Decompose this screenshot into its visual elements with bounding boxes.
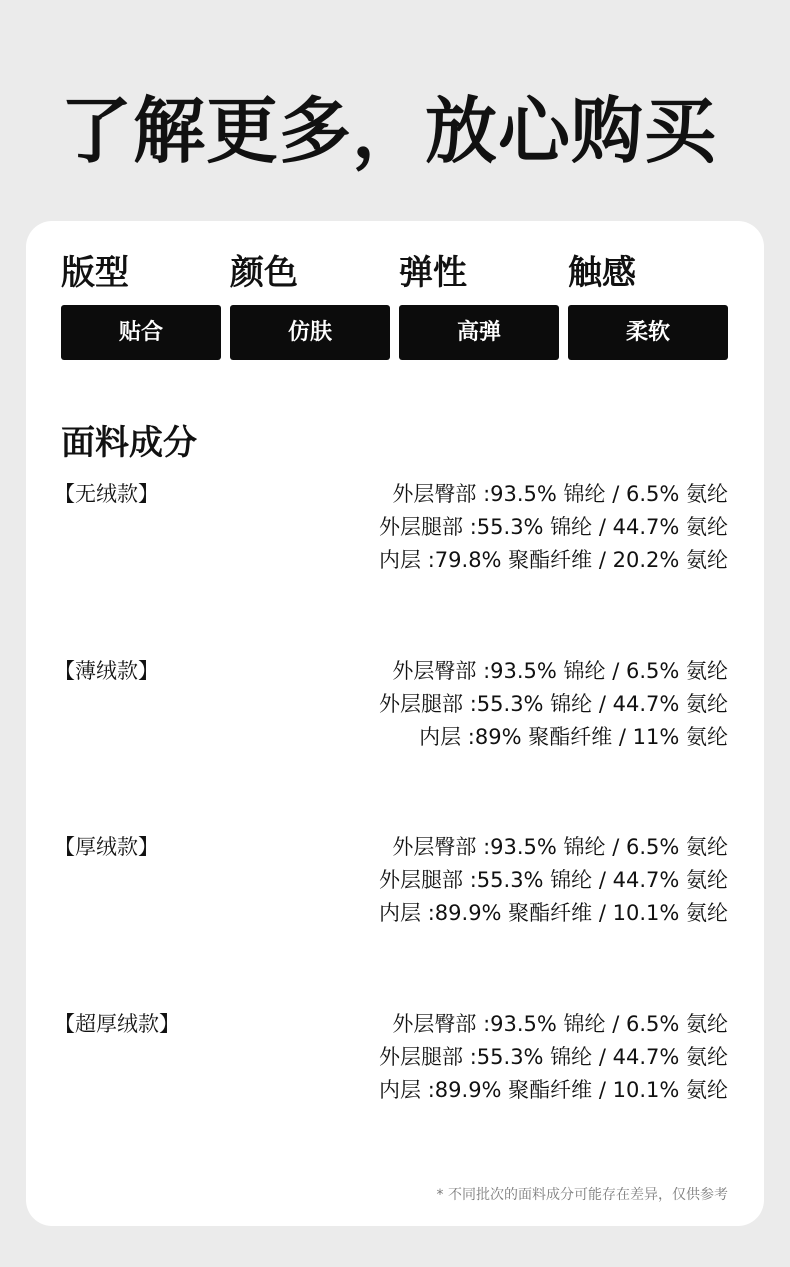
attribute-fit bbox=[61, 249, 221, 360]
attribute-feel bbox=[568, 249, 728, 360]
attribute-label: 弹性 bbox=[399, 253, 467, 293]
info-card bbox=[26, 221, 764, 1226]
attribute-value-tag: 高弹 bbox=[399, 305, 559, 360]
composition-line: 外层腿部 :55.3% 锦纶 / 44.7% 氨纶 bbox=[379, 692, 728, 716]
variant-name: 【厚绒款】 bbox=[54, 835, 159, 859]
composition-line: 外层腿部 :55.3% 锦纶 / 44.7% 氨纶 bbox=[379, 1045, 728, 1069]
attribute-elasticity bbox=[399, 249, 559, 360]
disclaimer-footnote: * 不同批次的面料成分可能存在差异，仅供参考 bbox=[436, 1187, 728, 1203]
attribute-label: 版型 bbox=[61, 253, 129, 293]
attribute-row bbox=[61, 249, 728, 360]
attribute-value-tag: 贴合 bbox=[61, 305, 221, 360]
composition-list bbox=[379, 655, 728, 754]
composition-line: 外层臀部 :93.5% 锦纶 / 6.5% 氨纶 bbox=[392, 482, 728, 506]
variant-name: 【超厚绒款】 bbox=[54, 1012, 180, 1036]
composition-line: 内层 :79.8% 聚酯纤维 / 20.2% 氨纶 bbox=[379, 548, 728, 572]
attribute-value-tag: 仿肤 bbox=[230, 305, 390, 360]
composition-line: 外层臀部 :93.5% 锦纶 / 6.5% 氨纶 bbox=[392, 659, 728, 683]
attribute-label: 触感 bbox=[568, 253, 636, 293]
composition-line: 外层臀部 :93.5% 锦纶 / 6.5% 氨纶 bbox=[392, 1012, 728, 1036]
fabric-section-title: 面料成分 bbox=[61, 423, 197, 463]
attribute-value-tag: 柔软 bbox=[568, 305, 728, 360]
composition-line: 外层腿部 :55.3% 锦纶 / 44.7% 氨纶 bbox=[379, 868, 728, 892]
attribute-label: 颜色 bbox=[230, 253, 298, 293]
composition-line: 内层 :89% 聚酯纤维 / 11% 氨纶 bbox=[419, 725, 728, 749]
composition-list bbox=[379, 1008, 728, 1107]
composition-list bbox=[379, 831, 728, 930]
composition-line: 内层 :89.9% 聚酯纤维 / 10.1% 氨纶 bbox=[379, 1078, 728, 1102]
composition-line: 外层腿部 :55.3% 锦纶 / 44.7% 氨纶 bbox=[379, 515, 728, 539]
variant-name: 【无绒款】 bbox=[54, 482, 159, 506]
composition-list bbox=[379, 478, 728, 577]
composition-line: 外层臀部 :93.5% 锦纶 / 6.5% 氨纶 bbox=[392, 835, 728, 859]
variant-name: 【薄绒款】 bbox=[54, 659, 159, 683]
composition-line: 内层 :89.9% 聚酯纤维 / 10.1% 氨纶 bbox=[379, 901, 728, 925]
attribute-color bbox=[230, 249, 390, 360]
page-headline: 了解更多，放心购买 bbox=[60, 89, 718, 173]
